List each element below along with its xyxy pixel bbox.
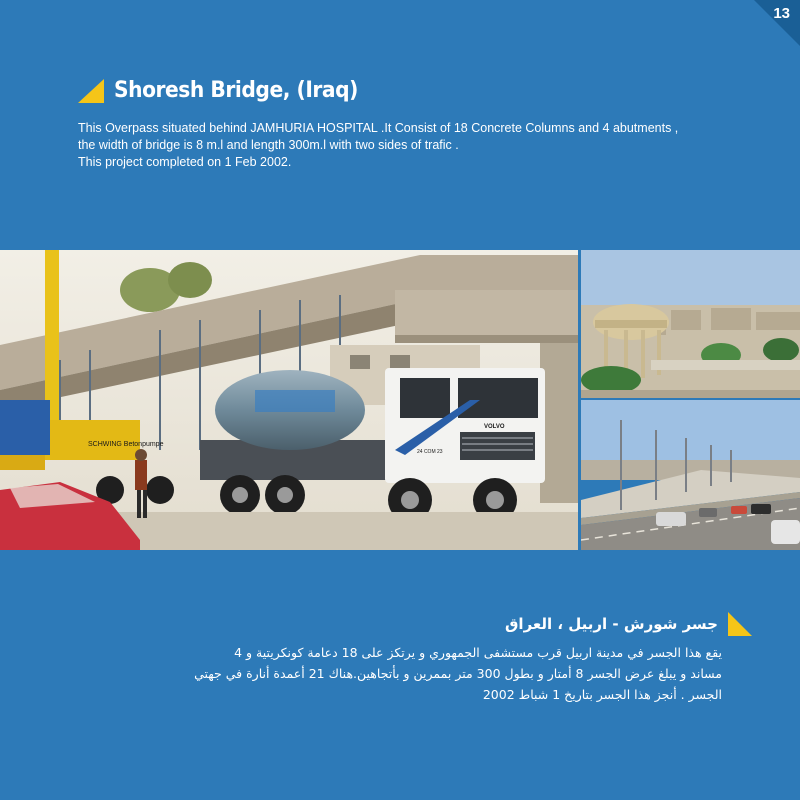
water-tower-illustration [581,250,800,398]
arabic-title-row [505,612,752,636]
title-row [78,78,379,103]
construction-illustration [0,250,578,550]
mixer-brand-text: VOLVO [484,424,505,430]
page-title: Shoresh Bridge, (Iraq) [114,78,358,103]
arabic-line-3: الجسر . أنجز هذا الجسر بتاريخ 1 شباط 2002 [482,687,722,702]
water-tower-photo [581,250,800,398]
description-line-1: This Overpass situated behind JAMHURIA HOSPITAL .It Consist of 18 Concrete Columns and 4 abutments , [78,121,679,135]
mixer-company-text: 24 COM 23 [417,449,443,455]
arabic-line-2: مساند و يبلغ عرض الجسر 8 أمتار و بطول 300 متر بممرين و بأتجاهين.هناك 21 أعمدة أنارة في جهتي [194,666,722,681]
description-line-3: This project completed on 1 Feb 2002. [78,155,292,169]
arabic-description [122,642,722,705]
construction-photo [0,250,578,550]
arabic-title: جسر شورش - اربيل ، العراق [505,615,718,633]
bridge-road-photo [581,400,800,550]
page-number: 13 [773,5,790,22]
english-description [78,120,758,171]
bridge-road-illustration [581,400,800,550]
yellow-triangle-icon [78,79,104,103]
photo-strip [0,250,800,550]
arabic-line-1: يقع هذا الجسر في مدينة اربيل قرب مستشفى الجمهوري و يرتكز على 18 دعامة كونكريتية و 4 [234,645,722,660]
pump-logo-text: SCHWING Betonpumpe [88,441,164,448]
description-line-2: the width of bridge is 8 m.l and length 300m.l with two sides of trafic . [78,138,459,152]
yellow-triangle-icon [728,612,752,636]
